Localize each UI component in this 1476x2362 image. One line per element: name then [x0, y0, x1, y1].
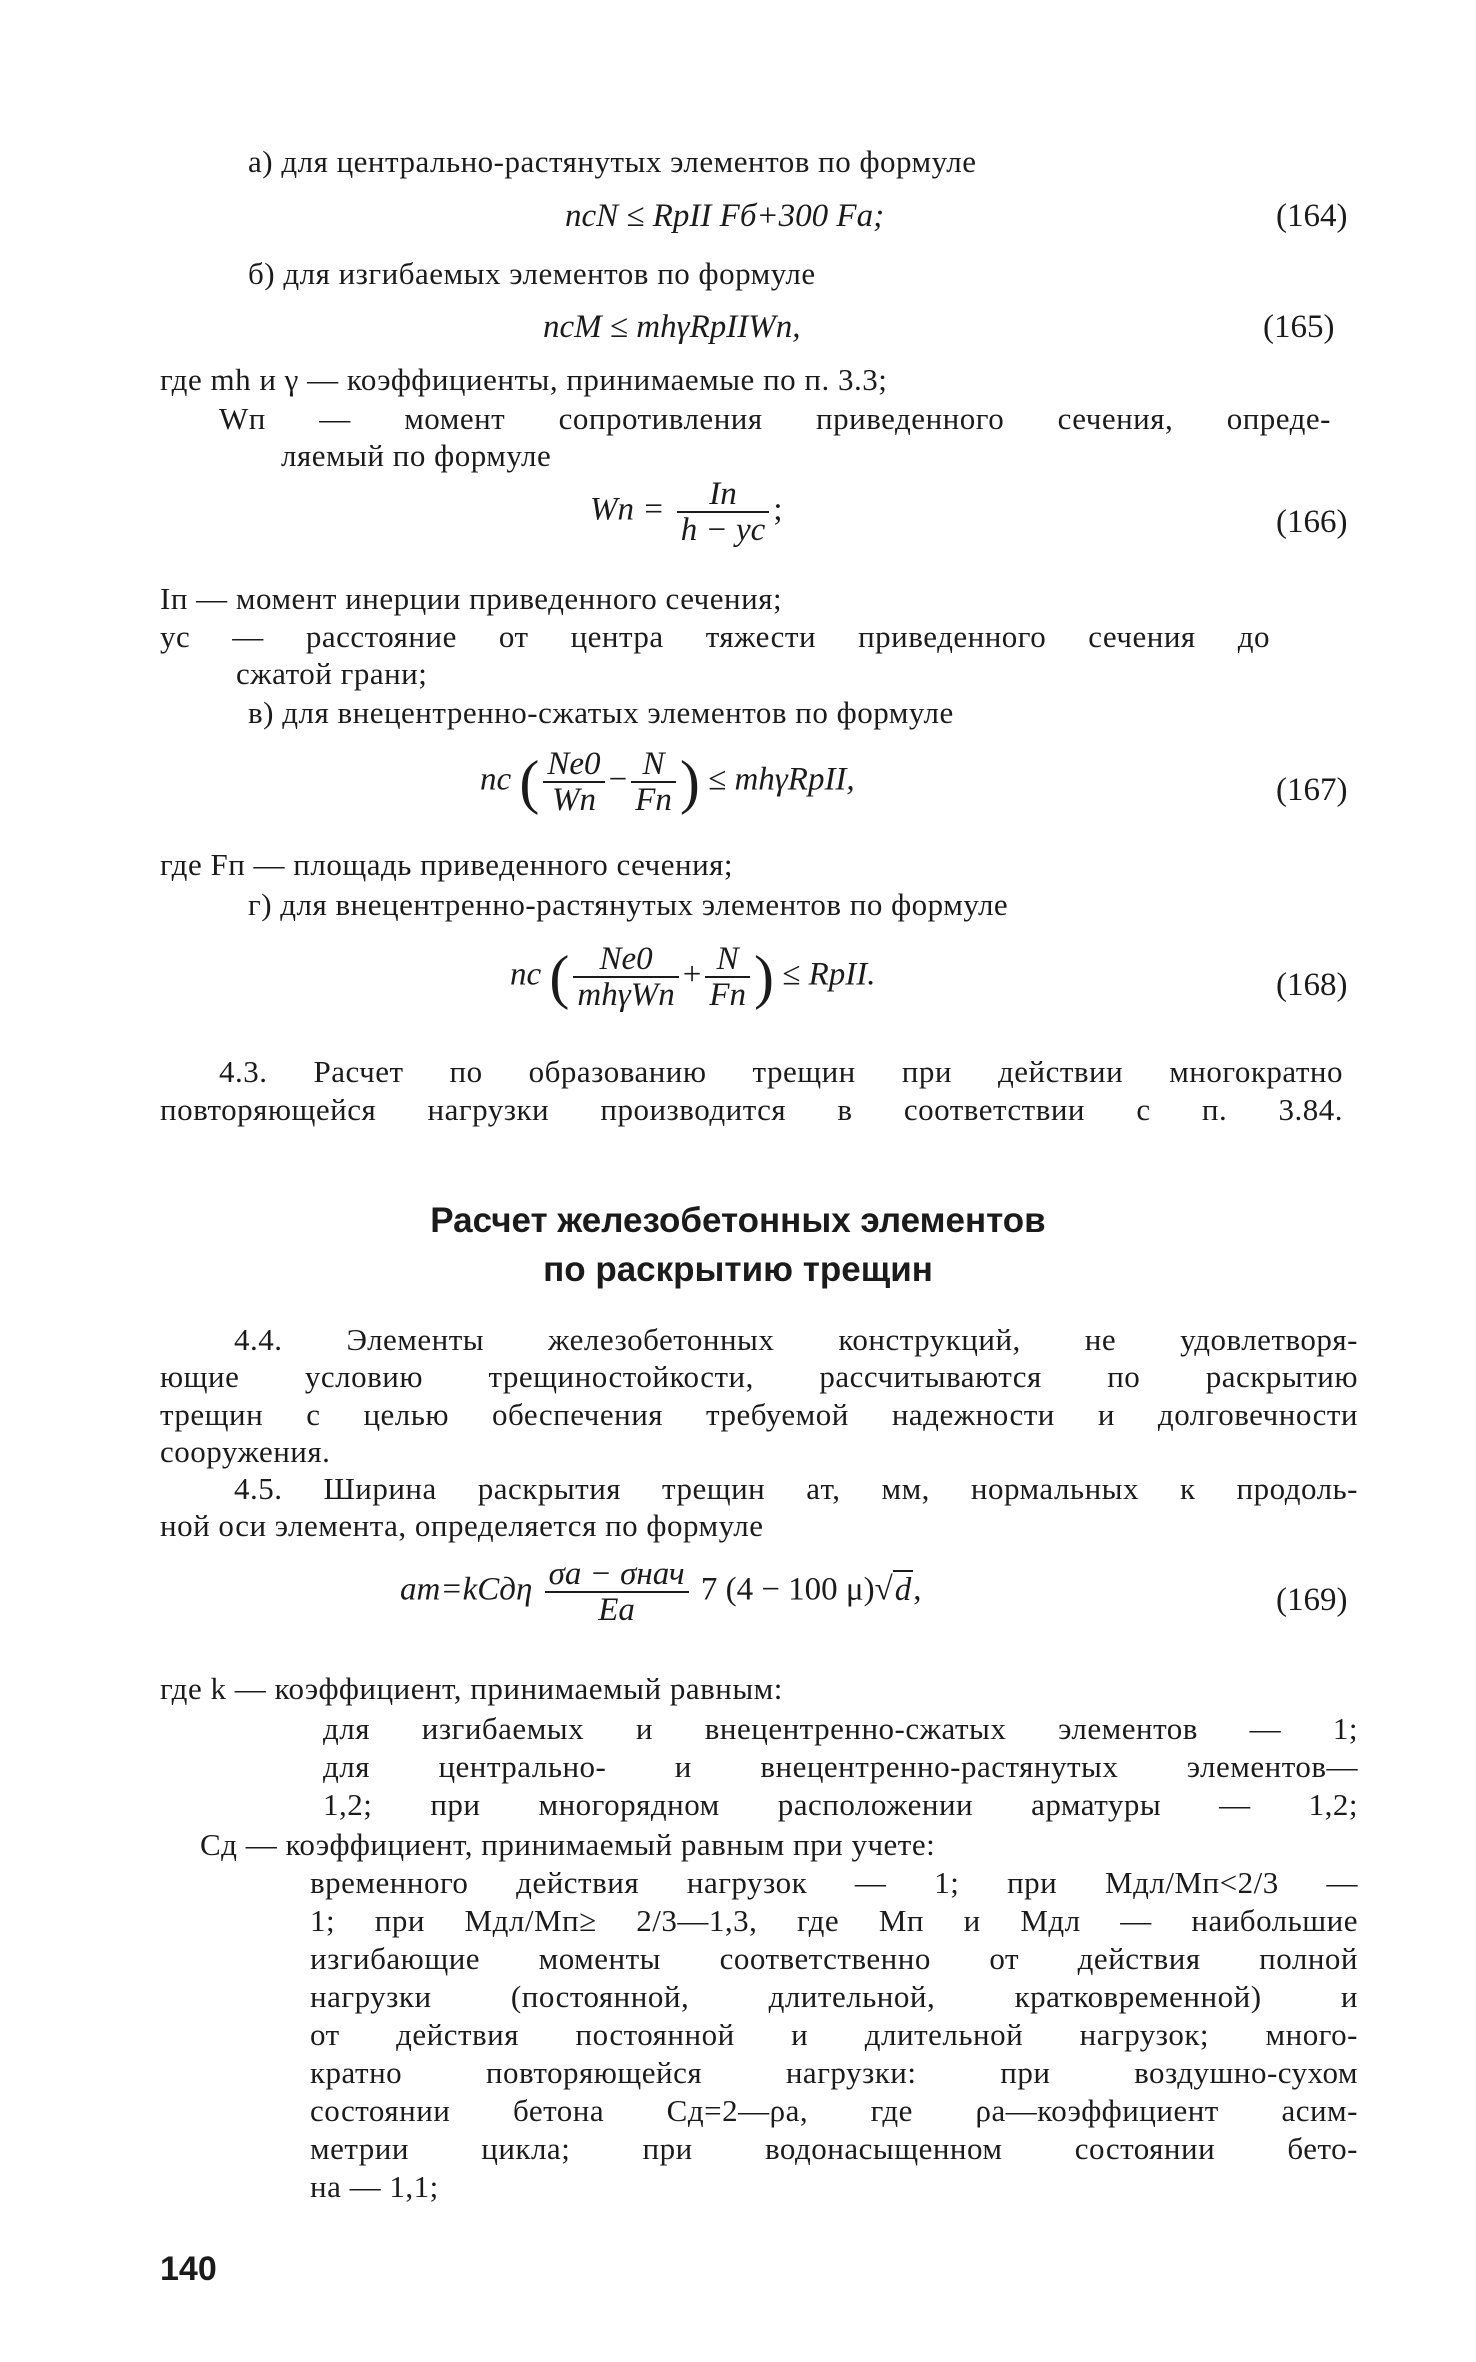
numerator: Iп: [677, 477, 770, 513]
radicand: d: [894, 1571, 912, 1608]
text-line: кратно повторяющейся нагрузки: при воздушно-сухом: [310, 2055, 1358, 2090]
formula-factor: 7 (4 − 100 μ): [700, 1571, 875, 1608]
formula-169: aт=kCдη $\frac{\text{σа − σнач}}{Eа}$ 7 (4 − 100 μ)√d,: [400, 1556, 922, 1628]
numerator: N: [631, 747, 676, 783]
equation-number: (165): [1263, 309, 1335, 345]
text-line: от действия постоянной и длительной нагрузок; много-: [310, 2017, 1358, 2052]
text-line: где mh и γ — коэффициенты, принимаемые по п. 3.3;: [160, 362, 888, 397]
numerator: N: [705, 942, 750, 978]
denominator: h − yс: [680, 512, 766, 548]
text-line: Cд — коэффициент, принимаемый равным при учете:: [200, 1827, 936, 1862]
formula-comma: ,: [913, 1571, 922, 1608]
equation-number: (167): [1276, 772, 1348, 808]
text-line: 4.5. Ширина раскрытия трещин aт, мм, нормальных к продоль-: [234, 1471, 1358, 1506]
text-line: 1; при Mдл/Mп≥ 2/3—1,3, где Mп и Mдл — наибольшие: [310, 1903, 1358, 1938]
text-line: сооружения.: [160, 1434, 331, 1469]
text-line: для изгибаемых и внецентренно-сжатых элементов — 1;: [323, 1711, 1358, 1746]
denominator: mhγWп: [577, 977, 675, 1013]
formula-166: Wп = $\frac{Iп}{h - yс}$ ;: [590, 476, 783, 548]
text-line: на — 1,1;: [310, 2169, 439, 2204]
denominator: Fп: [635, 782, 672, 818]
fraction: [545, 1557, 689, 1627]
text-line: г) для внецентренно-растянутых элементов по формуле: [248, 887, 1009, 922]
denominator: Fп: [709, 977, 747, 1013]
text-line: сжатой грани;: [236, 656, 428, 691]
denominator: Eа: [598, 1592, 635, 1628]
text-line: ной оси элемента, определяется по формуле: [160, 1508, 764, 1543]
text-line: в) для внецентренно-сжатых элементов по формуле: [248, 695, 954, 730]
text-line: состоянии бетона Cд=2—ρа, где ρа—коэффициент асим-: [310, 2093, 1358, 2128]
formula-165: ncM ≤ mhγRpIIWп,: [543, 309, 801, 345]
fraction: [677, 477, 770, 547]
text-line: нагрузки (постоянной, длительной, кратковременной) и: [310, 1979, 1358, 2014]
text-line: где k — коэффициент, принимаемый равным:: [160, 1671, 783, 1706]
text-line: 4.4. Элементы железобетонных конструкций, не удовлетворя-: [234, 1322, 1358, 1357]
fraction: [543, 747, 604, 817]
formula-164: ncN ≤ RpII Fб+300 Fа;: [565, 198, 885, 234]
numerator: Ne0: [573, 942, 678, 978]
denominator: Wп: [551, 782, 596, 818]
fraction: [631, 747, 676, 817]
text-line: изгибающие моменты соответственно от действия полной: [310, 1941, 1358, 1976]
formula-168: nс ( $\frac{Ne0}{\text{mhγWп}}$ + $\frac{N}{Fп}$ ) ≤ RpII.: [510, 941, 876, 1013]
text-line: трещин с целью обеспечения требуемой надежности и долговечности: [160, 1397, 1358, 1432]
text-line: 1,2; при многорядном расположении арматуры — 1,2;: [323, 1787, 1358, 1822]
equation-number: (168): [1276, 967, 1348, 1003]
section-heading: по раскрытию трещин: [543, 1250, 933, 1289]
formula-suffix: ≤ mhγRpII,: [708, 761, 855, 798]
formula-prefix: nс: [480, 761, 512, 798]
text-line: ляемый по формуле: [281, 438, 552, 473]
fraction: [705, 942, 750, 1012]
fraction: [573, 942, 678, 1012]
page-number: 140: [160, 2250, 217, 2288]
section-heading: Расчет железобетонных элементов: [430, 1201, 1046, 1240]
text-line: метрии цикла; при водонасыщенном состоянии бето-: [310, 2131, 1358, 2166]
formula-suffix: ≤ RpII.: [782, 956, 876, 993]
text-line: yс — расстояние от центра тяжести приведенного сечения до: [160, 619, 1270, 654]
formula-lhs: Wп =: [590, 491, 665, 528]
text-line: где Fп — площадь приведенного сечения;: [160, 847, 734, 882]
text-line: повторяющейся нагрузки производится в соответствии с п. 3.84.: [160, 1092, 1343, 1127]
numerator: σа − σнач: [545, 1557, 689, 1593]
text-line: б) для изгибаемых элементов по формуле: [248, 256, 816, 291]
formula-prefix: aт=kCдη: [400, 1571, 533, 1608]
text-line: Iп — момент инерции приведенного сечения;: [160, 581, 783, 616]
equation-number: (164): [1276, 198, 1348, 234]
text-line: временного действия нагрузок — 1; при Mдл/Mп<2/3 —: [310, 1865, 1358, 1900]
equation-number: (169): [1276, 1582, 1348, 1618]
formula-prefix: nс: [510, 956, 542, 993]
text-line: Wп — момент сопротивления приведенного сечения, опреде-: [219, 401, 1331, 436]
text-line: 4.3. Расчет по образованию трещин при действии многократно: [219, 1054, 1343, 1089]
formula-167: nс ( $\frac{Ne0}{Wп}$ − $\frac{N}{Fп}$ ) ≤ mhγRpII,: [480, 746, 855, 818]
text-line: а) для центрально-растянутых элементов по формуле: [248, 144, 977, 179]
equation-number: (166): [1276, 504, 1348, 540]
text-line: для центрально- и внецентренно-растянутых элементов—: [323, 1749, 1358, 1784]
text-line: ющие условию трещиностойкости, рассчитываются по раскрытию: [160, 1359, 1358, 1394]
numerator: Ne0: [543, 747, 604, 783]
